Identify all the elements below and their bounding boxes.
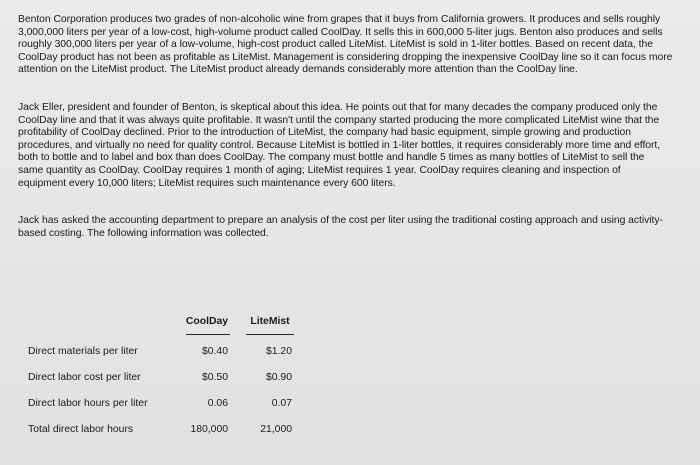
row-label: Direct labor cost per liter [28, 372, 141, 383]
row-label: Total direct labor hours [28, 424, 134, 435]
column-header-coolday: CoolDay [185, 316, 229, 327]
row-label: Direct labor hours per liter [28, 398, 148, 409]
row-label: Direct materials per liter [28, 346, 138, 357]
litemist-value: $0.90 [265, 372, 292, 383]
coolday-value: 0.06 [207, 398, 228, 409]
coolday-value: $0.50 [201, 372, 228, 383]
litemist-value: 21,000 [260, 424, 292, 435]
paragraph-intro: Benton Corporation produces two grades of non-alcoholic wine from grapes that it buys from California growers. It produces and sells roughly 3,000,000 liters per year of a low-cost, high-volume product called CoolDay. It sells this in 600,000 5-liter jugs. Benton also produces and sells roughly 300,000 liters per year of a low-volume, high-cost product called LiteMist. LiteMist is sold in 1-liter bottles. Based on recent data, the CoolDay product has not been as profitable as LiteMist. Management is considering dropping the inexpensive CoolDay line so it can focus more attention on the LiteMist product. The LiteMist product already demands considerably more attention than the CoolDay line. [18, 14, 673, 76]
coolday-value: $0.40 [201, 346, 228, 357]
litemist-value: 0.07 [271, 398, 292, 409]
paragraph-request: Jack has asked the accounting department to prepare an analysis of the cost per liter using the traditional costing approach and using activity-based costing. The following information was collected. [18, 215, 663, 239]
header-underline-coolday [186, 334, 230, 335]
coolday-value: 180,000 [190, 424, 228, 435]
header-underline-litemist [246, 334, 294, 335]
column-header-litemist: LiteMist [250, 316, 290, 327]
litemist-value: $1.20 [265, 346, 292, 357]
paragraph-president: Jack Eller, president and founder of Benton, is skeptical about this idea. He points out that for many decades the company produced only the CoolDay line and that it was always quite profitable. It wasn't until the company started producing the more complicated LiteMist wine that the profitability of CoolDay declined. Prior to the introduction of LiteMist, the company had basic equipment, simple growing and production procedures, and virtually no need for quality control. Because LiteMist is bottled in 1-liter bottles, it requires considerably more time and effort, both to bottle and to label and box than does CoolDay. The company must bottle and handle 5 times as many bottles of LiteMist to sell the same quantity as CoolDay. CoolDay requires 1 month of aging; LiteMist requires 1 year. CoolDay requires cleaning and inspection of equipment every 10,000 liters; LiteMist requires such maintenance every 600 liters. [18, 101, 661, 189]
